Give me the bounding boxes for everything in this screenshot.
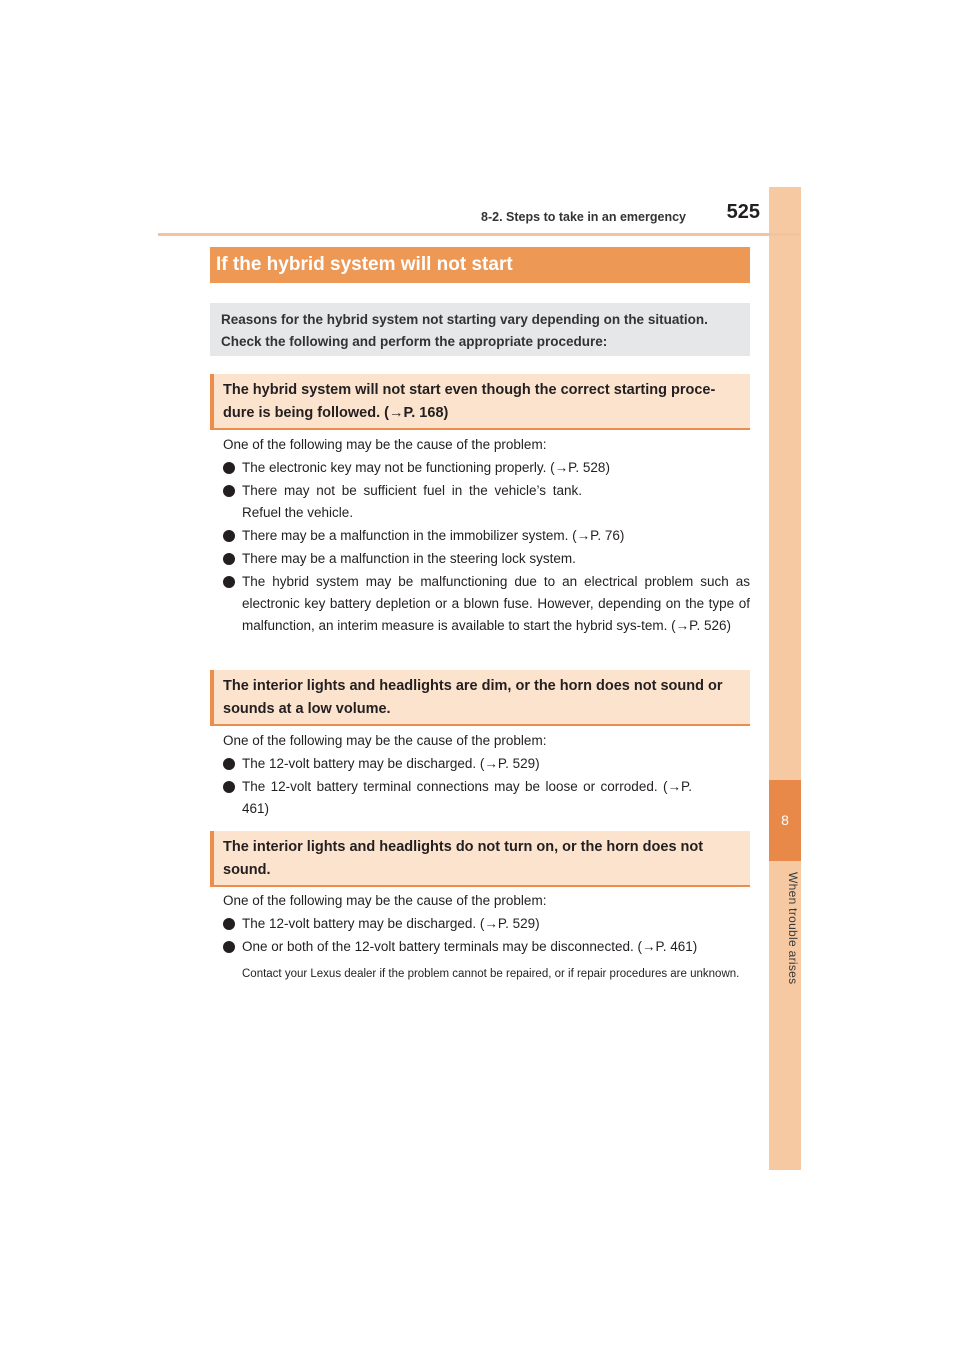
bullet-text: The electronic key may not be functioning properly. (→P. 528) <box>242 460 610 475</box>
section-heading-1: The hybrid system will not start even though the correct starting proce-dure is being followed. (→P. 168) <box>210 374 750 430</box>
section-heading-3: The interior lights and headlights do not turn on, or the horn does not sound. <box>210 831 750 887</box>
bullet-icon <box>223 941 235 953</box>
list-item <box>223 480 750 524</box>
bullet-text: One or both of the 12-volt battery terminals may be disconnected. (→P. 461) <box>242 939 698 954</box>
section-lead: One of the following may be the cause of the problem: <box>223 733 547 748</box>
bullet-text: The 12-volt battery may be discharged. (→P. 529) <box>242 756 540 771</box>
section-body-3 <box>223 889 750 982</box>
page-title: If the hybrid system will not start <box>210 247 750 283</box>
bullet-text: The hybrid system may be malfunctioning due to an electrical problem such as electronic key battery depletion or a blown fuse. However, depending on the type of malfunction, an interim measure is available to start the hybrid sys-tem. (→P. 526) <box>242 574 750 633</box>
chapter-side-tab <box>769 187 801 1170</box>
bullet-icon <box>223 553 235 565</box>
chapter-label: When trouble arises <box>786 872 800 985</box>
bullet-icon <box>223 462 235 474</box>
bullet-icon <box>223 758 235 770</box>
dealer-note: Contact your Lexus dealer if the problem cannot be repaired, or if repair procedures are unknown. <box>242 968 740 980</box>
bullet-icon <box>223 781 235 793</box>
bullet-text: The 12-volt battery may be discharged. (→P. 529) <box>242 916 540 931</box>
bullet-icon <box>223 485 235 497</box>
bullet-text: There may not be sufficient fuel in the vehicle’s tank. Refuel the vehicle. <box>242 483 582 520</box>
bullet-icon <box>223 530 235 542</box>
bullet-text: There may be a malfunction in the immobilizer system. (→P. 76) <box>242 528 625 543</box>
list-item <box>223 936 750 958</box>
section-heading-2: The interior lights and headlights are dim, or the horn does not sound or sounds at a low volume. <box>210 670 750 726</box>
list-item <box>223 571 750 637</box>
bullet-text: The 12-volt battery terminal connections may be loose or corroded. (→P. 461) <box>242 779 692 816</box>
section-body-2 <box>223 729 750 820</box>
page-number: 525 <box>726 201 760 223</box>
intro-box: Reasons for the hybrid system not starting vary depending on the situation. Check the following and perform the appropriate procedure: <box>210 303 750 356</box>
header-rule <box>158 233 801 236</box>
section-body-1 <box>223 433 750 637</box>
list-item <box>223 548 750 570</box>
section-lead: One of the following may be the cause of the problem: <box>223 437 547 452</box>
list-item <box>223 913 750 935</box>
list-item <box>223 457 750 479</box>
list-item <box>223 753 750 775</box>
bullet-text: There may be a malfunction in the steering lock system. <box>242 551 576 566</box>
section-breadcrumb: 8-2. Steps to take in an emergency <box>481 210 686 224</box>
bullet-icon <box>223 576 235 588</box>
chapter-number-tab[interactable]: 8 <box>769 780 801 861</box>
list-item <box>223 776 750 820</box>
bullet-icon <box>223 918 235 930</box>
list-item <box>223 525 750 547</box>
section-lead: One of the following may be the cause of the problem: <box>223 893 547 908</box>
